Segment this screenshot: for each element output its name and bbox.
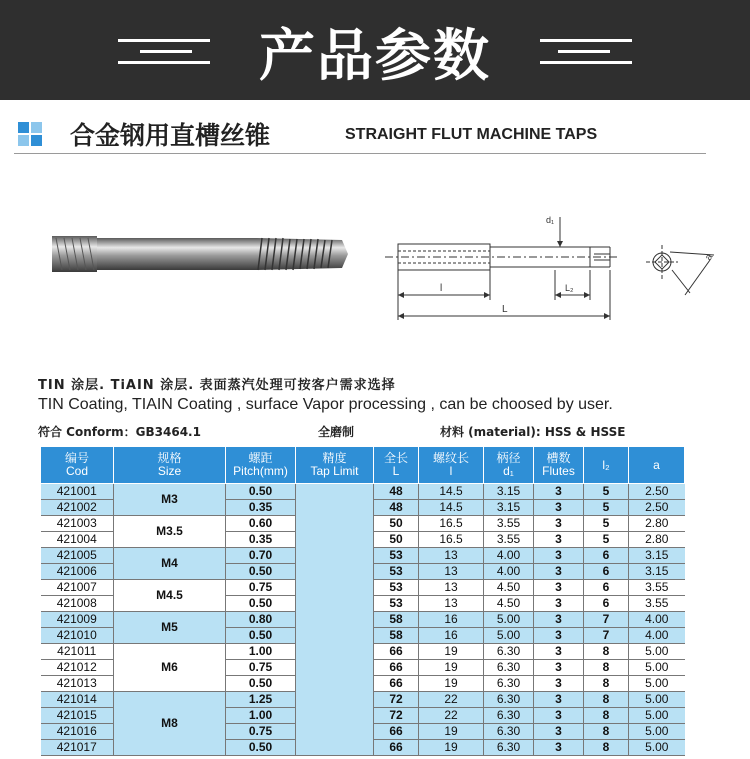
cell-pitch: 0.70 — [226, 548, 296, 564]
cell-length: 66 — [374, 740, 419, 756]
cell-code: 421005 — [41, 548, 114, 564]
cell-a: 5.00 — [629, 692, 685, 708]
coating-note-en: TIN Coating, TIAIN Coating , surface Vapor processing , can be choosed by user. — [38, 396, 613, 413]
cell-code: 421009 — [41, 612, 114, 628]
material-note: 材料 (material): HSS & HSSE — [440, 425, 626, 439]
banner-title: 产品参数 — [259, 24, 491, 89]
cell-l2: 8 — [584, 724, 629, 740]
dim-label-l: l — [440, 283, 443, 294]
cell-l2: 5 — [584, 484, 629, 500]
cell-code: 421003 — [41, 516, 114, 532]
banner-decor-line — [540, 39, 632, 42]
cell-thread-length: 16.5 — [419, 532, 484, 548]
cell-l2: 6 — [584, 580, 629, 596]
cell-shank: 4.00 — [484, 548, 534, 564]
cell-tap-limit — [296, 484, 374, 756]
cell-shank: 6.30 — [484, 724, 534, 740]
cell-a: 4.00 — [629, 628, 685, 644]
cell-length: 53 — [374, 548, 419, 564]
cell-l2: 7 — [584, 612, 629, 628]
dim-label-d1: d₁ — [546, 215, 555, 225]
section-title-en: STRAIGHT FLUT MACHINE TAPS — [345, 126, 598, 143]
cell-shank: 3.15 — [484, 484, 534, 500]
header-thread-length: 螺纹长 l — [419, 447, 484, 484]
header-pitch: 螺距 Pitch(mm) — [226, 447, 296, 484]
cell-l2: 8 — [584, 660, 629, 676]
cell-l2: 6 — [584, 564, 629, 580]
cell-length: 66 — [374, 644, 419, 660]
cell-pitch: 0.50 — [226, 628, 296, 644]
dim-label-L: L — [502, 304, 508, 315]
cell-l2: 5 — [584, 516, 629, 532]
cell-code: 421016 — [41, 724, 114, 740]
cell-shank: 6.30 — [484, 692, 534, 708]
cell-pitch: 0.80 — [226, 612, 296, 628]
cell-shank: 4.00 — [484, 564, 534, 580]
cell-pitch: 0.35 — [226, 500, 296, 516]
cell-length: 58 — [374, 612, 419, 628]
header-code: 编号 Cod — [41, 447, 114, 484]
cell-length: 72 — [374, 708, 419, 724]
cell-thread-length: 13 — [419, 596, 484, 612]
cell-thread-length: 19 — [419, 724, 484, 740]
cell-length: 50 — [374, 532, 419, 548]
cell-a: 4.00 — [629, 612, 685, 628]
cell-code: 421017 — [41, 740, 114, 756]
cell-flutes: 3 — [534, 660, 584, 676]
cell-code: 421007 — [41, 580, 114, 596]
cell-flutes: 3 — [534, 724, 584, 740]
cell-code: 421002 — [41, 500, 114, 516]
cell-length: 58 — [374, 628, 419, 644]
cell-l2: 6 — [584, 548, 629, 564]
cell-flutes: 3 — [534, 596, 584, 612]
cell-length: 48 — [374, 500, 419, 516]
cell-size: M3.5 — [114, 516, 226, 548]
ground-note: 全磨制 — [318, 425, 355, 439]
cell-code: 421013 — [41, 676, 114, 692]
cell-flutes: 3 — [534, 580, 584, 596]
cell-a: 2.80 — [629, 532, 685, 548]
cell-l2: 8 — [584, 708, 629, 724]
cell-thread-length: 16 — [419, 612, 484, 628]
cell-a: 3.15 — [629, 548, 685, 564]
cell-flutes: 3 — [534, 708, 584, 724]
cell-flutes: 3 — [534, 500, 584, 516]
cell-thread-length: 16 — [419, 628, 484, 644]
technical-drawing — [380, 205, 730, 325]
cell-flutes: 3 — [534, 548, 584, 564]
cell-a: 5.00 — [629, 724, 685, 740]
cell-l2: 8 — [584, 644, 629, 660]
cell-shank: 3.55 — [484, 516, 534, 532]
cell-a: 5.00 — [629, 644, 685, 660]
cell-a: 3.55 — [629, 596, 685, 612]
cell-shank: 3.55 — [484, 532, 534, 548]
cell-pitch: 0.50 — [226, 484, 296, 500]
cell-size: M8 — [114, 692, 226, 756]
cell-code: 421010 — [41, 628, 114, 644]
cell-pitch: 0.75 — [226, 660, 296, 676]
cell-flutes: 3 — [534, 692, 584, 708]
cell-length: 66 — [374, 676, 419, 692]
cell-a: 5.00 — [629, 708, 685, 724]
cell-size: M4.5 — [114, 580, 226, 612]
cell-shank: 6.30 — [484, 740, 534, 756]
cell-l2: 8 — [584, 676, 629, 692]
cell-flutes: 3 — [534, 644, 584, 660]
cell-a: 2.50 — [629, 484, 685, 500]
cell-l2: 8 — [584, 692, 629, 708]
cell-thread-length: 22 — [419, 708, 484, 724]
cell-size: M3 — [114, 484, 226, 516]
cell-l2: 6 — [584, 596, 629, 612]
cell-pitch: 1.00 — [226, 708, 296, 724]
cell-pitch: 0.35 — [226, 532, 296, 548]
cell-thread-length: 19 — [419, 644, 484, 660]
cell-thread-length: 19 — [419, 740, 484, 756]
cell-pitch: 0.50 — [226, 740, 296, 756]
cell-shank: 6.30 — [484, 660, 534, 676]
cell-a: 2.50 — [629, 500, 685, 516]
cell-length: 53 — [374, 564, 419, 580]
cell-l2: 5 — [584, 500, 629, 516]
cell-shank: 5.00 — [484, 628, 534, 644]
cell-code: 421001 — [41, 484, 114, 500]
cell-shank: 6.30 — [484, 676, 534, 692]
section-title-cn: 合金钢用直槽丝锥 — [70, 121, 271, 150]
cell-pitch: 1.25 — [226, 692, 296, 708]
cell-shank: 4.50 — [484, 596, 534, 612]
header-size: 规格 Size — [114, 447, 226, 484]
cell-flutes: 3 — [534, 740, 584, 756]
cell-flutes: 3 — [534, 564, 584, 580]
table-row — [41, 484, 685, 500]
cell-code: 421015 — [41, 708, 114, 724]
cell-length: 53 — [374, 596, 419, 612]
cell-shank: 5.00 — [484, 612, 534, 628]
cell-a: 3.55 — [629, 580, 685, 596]
cell-thread-length: 16.5 — [419, 516, 484, 532]
cell-code: 421014 — [41, 692, 114, 708]
cell-length: 72 — [374, 692, 419, 708]
cell-l2: 7 — [584, 628, 629, 644]
cell-shank: 4.50 — [484, 580, 534, 596]
cell-shank: 6.30 — [484, 644, 534, 660]
cell-thread-length: 14.5 — [419, 484, 484, 500]
cell-flutes: 3 — [534, 628, 584, 644]
cell-flutes: 3 — [534, 612, 584, 628]
table-body — [41, 484, 685, 756]
header-a: a — [629, 447, 685, 484]
header-flutes: 槽数 Flutes — [534, 447, 584, 484]
conform-note: 符合 Conform：GB3464.1 — [38, 425, 201, 439]
cell-length: 50 — [374, 516, 419, 532]
cell-code: 421006 — [41, 564, 114, 580]
cell-code: 421008 — [41, 596, 114, 612]
cell-length: 48 — [374, 484, 419, 500]
cell-a: 5.00 — [629, 676, 685, 692]
dim-label-a: a — [703, 252, 716, 263]
cell-pitch: 0.50 — [226, 596, 296, 612]
spec-table — [40, 446, 685, 756]
cell-pitch: 0.75 — [226, 580, 296, 596]
tap-photo — [50, 224, 350, 284]
cell-code: 421004 — [41, 532, 114, 548]
cell-pitch: 0.50 — [226, 676, 296, 692]
cell-code: 421012 — [41, 660, 114, 676]
cell-l2: 5 — [584, 532, 629, 548]
header-tap-limit: 精度 Tap Limit — [296, 447, 374, 484]
cell-length: 66 — [374, 724, 419, 740]
header-shank: 柄径 d₁ — [484, 447, 534, 484]
dim-label-l2: L₂ — [565, 283, 574, 293]
banner-decor-line — [540, 61, 632, 64]
cell-pitch: 0.50 — [226, 564, 296, 580]
cell-thread-length: 13 — [419, 548, 484, 564]
cell-thread-length: 19 — [419, 676, 484, 692]
cell-pitch: 0.60 — [226, 516, 296, 532]
cell-length: 53 — [374, 580, 419, 596]
cell-length: 66 — [374, 660, 419, 676]
coating-note-cn: TIN 涂层. TiAIN 涂层. 表面蒸汽处理可按客户需求选择 — [38, 378, 396, 393]
cell-flutes: 3 — [534, 532, 584, 548]
cell-thread-length: 14.5 — [419, 500, 484, 516]
cell-shank: 6.30 — [484, 708, 534, 724]
cell-pitch: 0.75 — [226, 724, 296, 740]
cell-thread-length: 22 — [419, 692, 484, 708]
heading-divider — [14, 153, 706, 154]
cell-size: M5 — [114, 612, 226, 644]
cell-a: 5.00 — [629, 740, 685, 756]
cell-thread-length: 13 — [419, 564, 484, 580]
header-l2: l₂ — [584, 447, 629, 484]
cell-shank: 3.15 — [484, 500, 534, 516]
cell-thread-length: 13 — [419, 580, 484, 596]
cell-size: M6 — [114, 644, 226, 692]
cell-size: M4 — [114, 548, 226, 580]
cell-thread-length: 19 — [419, 660, 484, 676]
cell-a: 2.80 — [629, 516, 685, 532]
title-banner — [0, 0, 750, 100]
cell-flutes: 3 — [534, 676, 584, 692]
cell-a: 3.15 — [629, 564, 685, 580]
cell-flutes: 3 — [534, 516, 584, 532]
cell-a: 5.00 — [629, 660, 685, 676]
banner-decor-line — [558, 50, 610, 53]
header-length: 全长 L — [374, 447, 419, 484]
table-header-row — [41, 447, 685, 484]
cell-flutes: 3 — [534, 484, 584, 500]
cell-l2: 8 — [584, 740, 629, 756]
cell-code: 421011 — [41, 644, 114, 660]
cell-pitch: 1.00 — [226, 644, 296, 660]
